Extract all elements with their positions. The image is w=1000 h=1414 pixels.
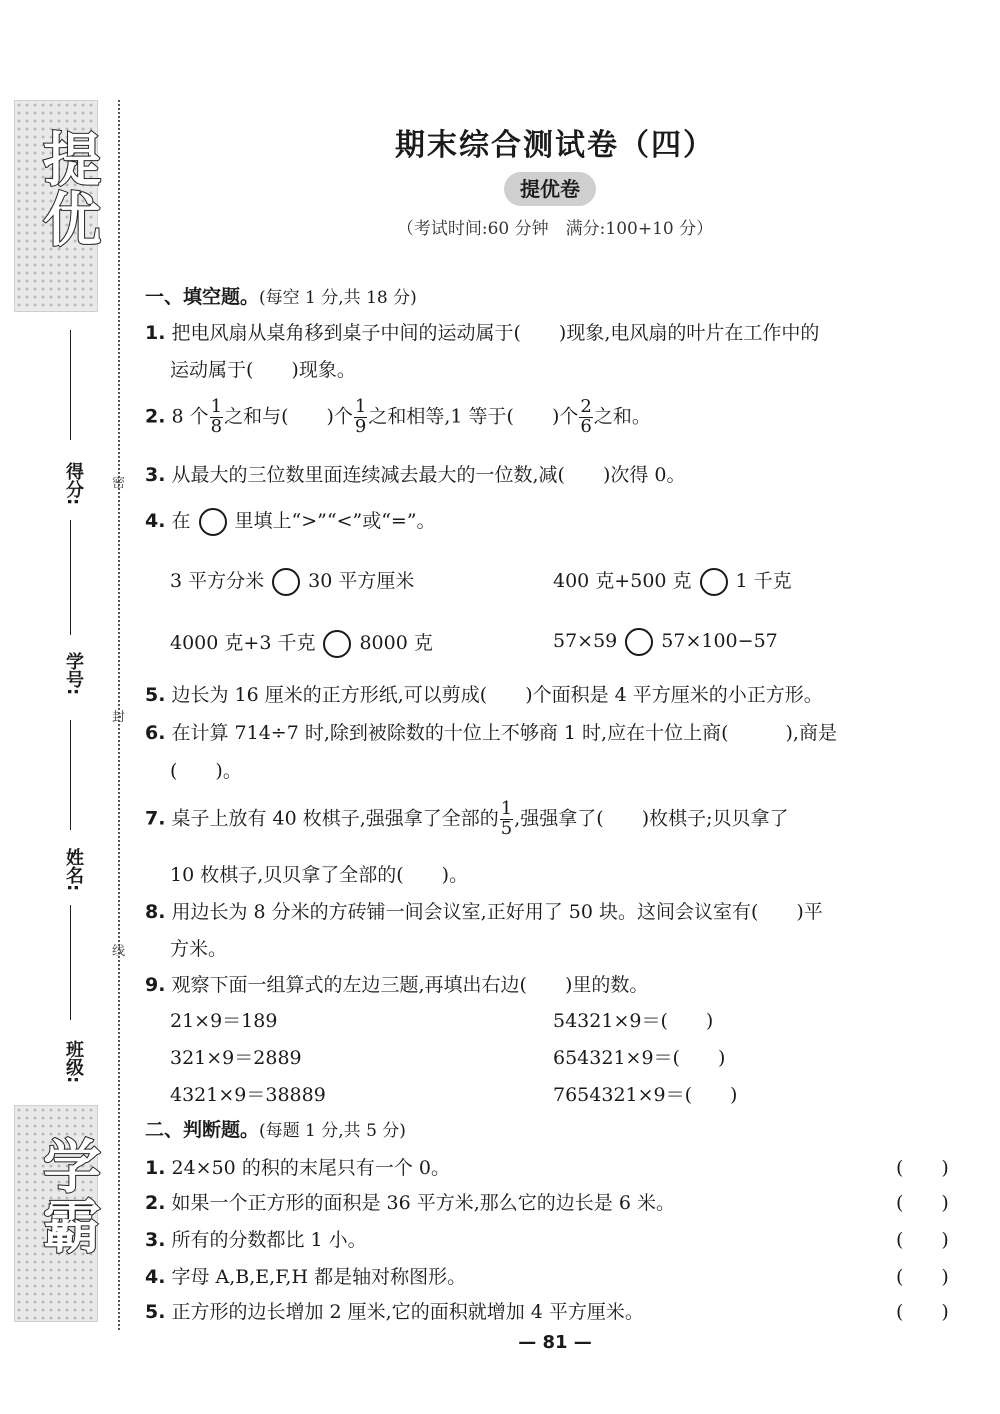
answer-circle-icon[interactable]	[272, 568, 300, 596]
seal-char-feng: 封	[112, 710, 126, 725]
judge-5-num: 5.	[145, 1301, 166, 1323]
seal-char-xian: 线	[112, 944, 126, 959]
judge-1-text: 24×50 的积的末尾只有一个 0。	[171, 1157, 450, 1179]
q7-f-den: 5	[500, 817, 513, 839]
q6-num: 6.	[145, 722, 166, 744]
q1-line1	[145, 318, 819, 345]
q2-num: 2.	[145, 405, 166, 428]
q4-item-3	[170, 628, 433, 658]
q7-text-2: ,强强拿了( )枚棋子;贝贝拿了	[514, 807, 789, 830]
q2-text-4: 之和。	[593, 405, 651, 428]
judge-item-1	[145, 1153, 450, 1180]
q4-item-4	[553, 628, 778, 656]
q2-fraction-1	[210, 398, 223, 437]
judge-item-4	[145, 1262, 466, 1289]
q9-right-3: 7654321×9＝( )	[553, 1084, 738, 1106]
page-title: 期末综合测试卷（四）	[395, 128, 715, 163]
judge-3-text: 所有的分数都比 1 小。	[171, 1229, 367, 1251]
q8-line2: 方米。	[170, 938, 228, 960]
q2-fraction-3	[579, 398, 592, 437]
q4-item-1-right: 30 平方厘米	[308, 570, 415, 592]
q2-f2-den: 9	[354, 415, 367, 437]
difficulty-badge: 提优卷	[504, 172, 596, 206]
q3-line	[145, 460, 686, 487]
q2-text-1: 8 个	[171, 405, 209, 428]
q2-f3-num: 2	[580, 396, 592, 417]
judge-3-answer-box[interactable]: ( )	[896, 1229, 949, 1251]
q4-item-4-left: 57×59	[553, 630, 618, 652]
q4-item-2	[553, 566, 792, 596]
q7-line2: 10 枚棋子,贝贝拿了全部的( )。	[170, 864, 469, 886]
q8-line1	[145, 897, 823, 924]
q9-left-2: 321×9＝2889	[170, 1047, 302, 1069]
judge-item-5	[145, 1297, 644, 1324]
page-number: — 81 —	[518, 1332, 592, 1353]
judge-4-answer-box[interactable]: ( )	[896, 1266, 949, 1288]
judge-1-num: 1.	[145, 1157, 166, 1179]
q1-line2: 运动属于( )现象。	[170, 359, 356, 381]
q4-num: 4.	[145, 510, 166, 532]
q7-num: 7.	[145, 807, 166, 830]
section2-heading	[145, 1115, 406, 1142]
q7-text-1: 桌子上放有 40 枚棋子,强强拿了全部的	[171, 807, 499, 830]
judge-3-num: 3.	[145, 1229, 166, 1251]
answer-circle-icon[interactable]	[323, 630, 351, 658]
student-id-label: 学号:	[63, 652, 84, 696]
judge-2-num: 2.	[145, 1192, 166, 1214]
q4-item-1-left: 3 平方分米	[170, 570, 265, 592]
q2-f1-num: 1	[210, 396, 223, 417]
q2-text-2: 之和与( )个	[224, 405, 353, 428]
judge-item-2	[145, 1188, 675, 1215]
answer-circle-icon[interactable]	[700, 568, 728, 596]
q8-text: 用边长为 8 分米的方砖铺一间会议室,正好用了 50 块。这间会议室有( )平	[171, 901, 823, 923]
judge-5-answer-box[interactable]: ( )	[896, 1301, 949, 1323]
q2-f3-den: 6	[580, 415, 592, 437]
q2-f1-den: 8	[210, 415, 223, 437]
q1-text: 把电风扇从桌角移到桌子中间的运动属于( )现象,电风扇的叶片在工作中的	[171, 322, 820, 344]
compare-circle-icon	[199, 508, 227, 536]
name-label: 姓名:	[63, 848, 84, 892]
q5-num: 5.	[145, 684, 166, 706]
class-label: 班级:	[63, 1040, 84, 1084]
q2-text-3: 之和相等,1 等于( )个	[368, 405, 579, 428]
judge-4-text: 字母 A,B,E,F,H 都是轴对称图形。	[171, 1266, 467, 1288]
section2-title: 二、判断题。	[145, 1119, 260, 1141]
q4-text-2: 里填上“>”“<”或“=”。	[234, 510, 436, 532]
judge-2-text: 如果一个正方形的面积是 36 平方米,那么它的边长是 6 米。	[171, 1192, 675, 1214]
q7-f-num: 1	[500, 798, 513, 819]
seal-char-mi: 密	[112, 476, 126, 491]
judge-1-answer-box[interactable]: ( )	[896, 1157, 949, 1179]
answer-circle-icon[interactable]	[625, 628, 653, 656]
student-id-line	[70, 520, 71, 635]
q9-right-1: 54321×9＝( )	[553, 1010, 714, 1032]
score-line	[70, 330, 71, 440]
name-line	[70, 720, 71, 830]
q4-item-2-right: 1 千克	[735, 570, 792, 592]
q7-fraction	[500, 800, 513, 839]
q4-line	[145, 506, 436, 536]
q3-text: 从最大的三位数里面连续减去最大的一位数,减( )次得 0。	[171, 464, 686, 486]
bottom-badge-box	[14, 1105, 101, 1322]
judge-4-num: 4.	[145, 1266, 166, 1288]
q9-num: 9.	[145, 974, 166, 996]
q4-item-3-left: 4000 克+3 千克	[170, 632, 316, 654]
q9-left-3: 4321×9＝38889	[170, 1084, 326, 1106]
bottom-badge-text: 学霸	[33, 1136, 101, 1256]
q6-line2: ( )。	[170, 760, 242, 782]
q1-num: 1.	[145, 322, 166, 344]
judge-5-text: 正方形的边长增加 2 厘米,它的面积就增加 4 平方厘米。	[171, 1301, 644, 1323]
q8-num: 8.	[145, 901, 166, 923]
judge-item-3	[145, 1225, 367, 1252]
class-line	[70, 905, 71, 1020]
q5-line	[145, 680, 823, 707]
section1-title: 一、填空题。	[145, 286, 260, 308]
q9-left-1: 21×9＝189	[170, 1010, 278, 1032]
q9-right-2: 654321×9＝( )	[553, 1047, 726, 1069]
section1-note: (每空 1 分,共 18 分)	[259, 288, 417, 308]
judge-2-answer-box[interactable]: ( )	[896, 1192, 949, 1214]
q4-item-4-right: 57×100−57	[661, 630, 778, 652]
q4-item-2-left: 400 克+500 克	[553, 570, 692, 592]
q4-item-1	[170, 566, 414, 596]
q2-line	[145, 398, 651, 437]
q5-text: 边长为 16 厘米的正方形纸,可以剪成( )个面积是 4 平方厘米的小正方形。	[171, 684, 823, 706]
q2-f2-num: 1	[354, 396, 367, 417]
q6-line1	[145, 718, 837, 745]
q9-line	[145, 970, 648, 997]
q4-item-3-right: 8000 克	[359, 632, 433, 654]
top-badge-text: 提优	[33, 129, 101, 249]
q4-text-1: 在	[171, 510, 191, 532]
exam-info: （考试时间:60 分钟 满分:100+10 分）	[396, 219, 714, 239]
q7-line1	[145, 800, 789, 839]
q9-text: 观察下面一组算式的左边三题,再填出右边( )里的数。	[171, 974, 649, 996]
q2-fraction-2	[354, 398, 367, 437]
q6-text: 在计算 714÷7 时,除到被除数的十位上不够商 1 时,应在十位上商( ),商是	[171, 722, 837, 744]
section1-heading	[145, 282, 417, 309]
section2-note: (每题 1 分,共 5 分)	[259, 1121, 406, 1141]
score-label: 得分:	[63, 462, 84, 506]
q3-num: 3.	[145, 464, 166, 486]
